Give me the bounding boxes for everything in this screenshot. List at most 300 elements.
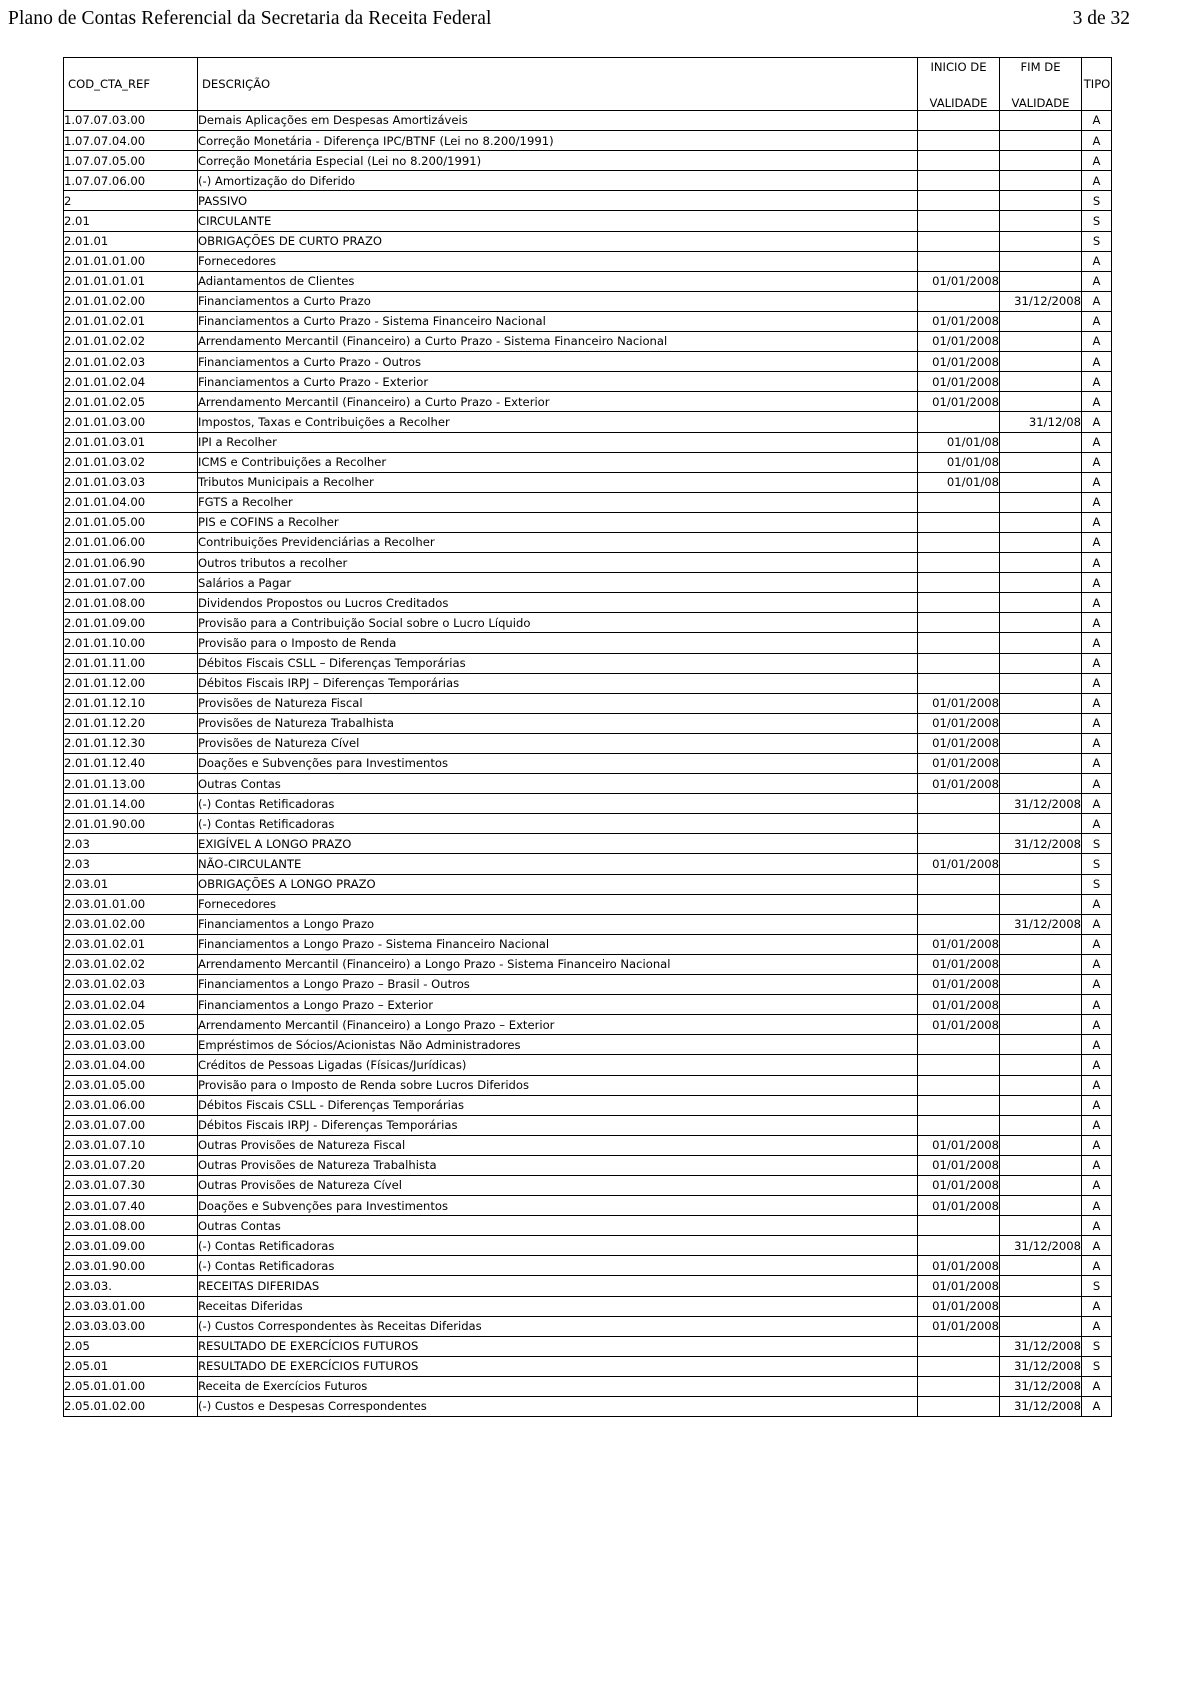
cell-fim-validade (1000, 532, 1082, 552)
cell-cod-cta-ref: 2.03.01.02.03 (64, 975, 198, 995)
cell-tipo: A (1082, 412, 1112, 432)
cell-tipo: A (1082, 693, 1112, 713)
cell-descricao: Doações e Subvenções para Investimentos (198, 1196, 918, 1216)
cell-tipo: A (1082, 271, 1112, 291)
cell-descricao: Arrendamento Mercantil (Financeiro) a Curto Prazo - Exterior (198, 392, 918, 412)
cell-tipo: A (1082, 975, 1112, 995)
cell-fim-validade (1000, 954, 1082, 974)
cell-inicio-validade (918, 633, 1000, 653)
cell-cod-cta-ref: 2.01.01.09.00 (64, 613, 198, 633)
table-row (64, 211, 1112, 231)
cell-tipo: A (1082, 713, 1112, 733)
table-row (64, 111, 1112, 131)
cell-inicio-validade: 01/01/08 (918, 432, 1000, 452)
cell-fim-validade (1000, 171, 1082, 191)
cell-cod-cta-ref: 2.01.01.02.04 (64, 372, 198, 392)
cell-cod-cta-ref: 2.01.01.02.03 (64, 352, 198, 372)
cell-tipo: A (1082, 1155, 1112, 1175)
cell-fim-validade (1000, 392, 1082, 412)
cell-inicio-validade (918, 894, 1000, 914)
chart-of-accounts-table-wrapper (63, 57, 1111, 1417)
cell-tipo: A (1082, 1376, 1112, 1396)
cell-fim-validade (1000, 1216, 1082, 1236)
table-row (64, 1115, 1112, 1135)
cell-fim-validade: 31/12/2008 (1000, 834, 1082, 854)
cell-inicio-validade (918, 1356, 1000, 1376)
cell-fim-validade: 31/12/2008 (1000, 1236, 1082, 1256)
cell-descricao: Financiamentos a Longo Prazo – Brasil - Outros (198, 975, 918, 995)
cell-descricao: (-) Contas Retificadoras (198, 1236, 918, 1256)
cell-inicio-validade (918, 1236, 1000, 1256)
cell-fim-validade (1000, 814, 1082, 834)
table-row (64, 412, 1112, 432)
cell-tipo: A (1082, 914, 1112, 934)
cell-inicio-validade (918, 653, 1000, 673)
table-row (64, 251, 1112, 271)
cell-inicio-validade: 01/01/2008 (918, 854, 1000, 874)
table-row (64, 693, 1112, 713)
cell-inicio-validade: 01/01/2008 (918, 975, 1000, 995)
cell-tipo: A (1082, 392, 1112, 412)
cell-fim-validade (1000, 1095, 1082, 1115)
cell-tipo: A (1082, 452, 1112, 472)
cell-tipo: A (1082, 934, 1112, 954)
table-row (64, 1236, 1112, 1256)
cell-inicio-validade (918, 1336, 1000, 1356)
cell-fim-validade (1000, 613, 1082, 633)
cell-cod-cta-ref: 2.05.01.01.00 (64, 1376, 198, 1396)
cell-descricao: Provisão para a Contribuição Social sobre o Lucro Líquido (198, 613, 918, 633)
table-row (64, 1397, 1112, 1417)
cell-cod-cta-ref: 2.01.01.01.00 (64, 251, 198, 271)
cell-fim-validade (1000, 975, 1082, 995)
table-row (64, 311, 1112, 331)
cell-inicio-validade (918, 291, 1000, 311)
cell-cod-cta-ref: 2.01.01.90.00 (64, 814, 198, 834)
cell-tipo: A (1082, 1296, 1112, 1316)
cell-inicio-validade: 01/01/2008 (918, 311, 1000, 331)
cell-tipo: A (1082, 1256, 1112, 1276)
cell-inicio-validade: 01/01/2008 (918, 713, 1000, 733)
cell-descricao: Salários a Pagar (198, 573, 918, 593)
cell-descricao: Provisão para o Imposto de Renda (198, 633, 918, 653)
column-header-descricao (198, 58, 918, 111)
cell-tipo: S (1082, 211, 1112, 231)
cell-descricao: Correção Monetária Especial (Lei no 8.200/1991) (198, 151, 918, 171)
cell-cod-cta-ref: 2.03.01.04.00 (64, 1055, 198, 1075)
cell-cod-cta-ref: 2.03.01.02.05 (64, 1015, 198, 1035)
cell-tipo: A (1082, 814, 1112, 834)
cell-descricao: Provisões de Natureza Trabalhista (198, 713, 918, 733)
column-header-cod (64, 58, 198, 111)
table-row (64, 914, 1112, 934)
cell-cod-cta-ref: 2.03.03.01.00 (64, 1296, 198, 1316)
cell-inicio-validade: 01/01/2008 (918, 332, 1000, 352)
cell-tipo: A (1082, 472, 1112, 492)
cell-descricao: Financiamentos a Longo Prazo - Sistema Financeiro Nacional (198, 934, 918, 954)
table-row (64, 332, 1112, 352)
cell-descricao: Receitas Diferidas (198, 1296, 918, 1316)
cell-descricao: Fornecedores (198, 894, 918, 914)
cell-descricao: (-) Amortização do Diferido (198, 171, 918, 191)
cell-cod-cta-ref: 2.01.01.12.00 (64, 673, 198, 693)
cell-inicio-validade: 01/01/08 (918, 452, 1000, 472)
cell-fim-validade (1000, 1256, 1082, 1276)
table-row (64, 774, 1112, 794)
cell-inicio-validade (918, 874, 1000, 894)
column-header-descricao-label: DESCRIÇÃO (202, 76, 271, 91)
cell-inicio-validade (918, 834, 1000, 854)
cell-inicio-validade: 01/01/2008 (918, 1196, 1000, 1216)
chart-of-accounts-table (63, 57, 1112, 1417)
table-row (64, 131, 1112, 151)
cell-inicio-validade (918, 131, 1000, 151)
cell-fim-validade (1000, 151, 1082, 171)
cell-cod-cta-ref: 2.01.01.12.20 (64, 713, 198, 733)
cell-cod-cta-ref: 2.03 (64, 854, 198, 874)
cell-descricao: (-) Custos Correspondentes às Receitas Diferidas (198, 1316, 918, 1336)
cell-descricao: Arrendamento Mercantil (Financeiro) a Longo Prazo - Sistema Financeiro Nacional (198, 954, 918, 974)
cell-tipo: A (1082, 171, 1112, 191)
cell-cod-cta-ref: 2.05.01.02.00 (64, 1397, 198, 1417)
cell-cod-cta-ref: 2.03.01.06.00 (64, 1095, 198, 1115)
cell-descricao: Financiamentos a Curto Prazo - Exterior (198, 372, 918, 392)
table-row (64, 673, 1112, 693)
cell-cod-cta-ref: 2.01.01.10.00 (64, 633, 198, 653)
cell-cod-cta-ref: 2.01.01.06.00 (64, 532, 198, 552)
cell-fim-validade (1000, 1075, 1082, 1095)
cell-tipo: A (1082, 1075, 1112, 1095)
cell-descricao: Fornecedores (198, 251, 918, 271)
cell-inicio-validade: 01/01/08 (918, 472, 1000, 492)
cell-tipo: S (1082, 834, 1112, 854)
table-row (64, 1356, 1112, 1376)
cell-cod-cta-ref: 2.01 (64, 211, 198, 231)
page-header (8, 8, 1182, 34)
column-header-fim-validade (1000, 58, 1082, 111)
cell-fim-validade (1000, 774, 1082, 794)
cell-descricao: Arrendamento Mercantil (Financeiro) a Longo Prazo – Exterior (198, 1015, 918, 1035)
cell-fim-validade (1000, 271, 1082, 291)
column-header-tipo (1082, 58, 1112, 111)
cell-descricao: Outros tributos a recolher (198, 553, 918, 573)
cell-tipo: A (1082, 1135, 1112, 1155)
table-row (64, 1336, 1112, 1356)
cell-cod-cta-ref: 2.03.01.07.10 (64, 1135, 198, 1155)
cell-fim-validade (1000, 1035, 1082, 1055)
cell-inicio-validade (918, 251, 1000, 271)
cell-descricao: RESULTADO DE EXERCÍCIOS FUTUROS (198, 1336, 918, 1356)
cell-fim-validade (1000, 1316, 1082, 1336)
cell-inicio-validade: 01/01/2008 (918, 733, 1000, 753)
cell-cod-cta-ref: 2.01.01.12.40 (64, 754, 198, 774)
cell-fim-validade (1000, 934, 1082, 954)
table-row (64, 392, 1112, 412)
table-row (64, 352, 1112, 372)
cell-inicio-validade: 01/01/2008 (918, 1175, 1000, 1195)
cell-tipo: A (1082, 291, 1112, 311)
table-row (64, 894, 1112, 914)
cell-descricao: Outras Provisões de Natureza Fiscal (198, 1135, 918, 1155)
cell-tipo: S (1082, 874, 1112, 894)
cell-descricao: Receita de Exercícios Futuros (198, 1376, 918, 1396)
cell-inicio-validade: 01/01/2008 (918, 392, 1000, 412)
table-row (64, 1075, 1112, 1095)
cell-cod-cta-ref: 2.03.01.02.00 (64, 914, 198, 934)
cell-tipo: A (1082, 1175, 1112, 1195)
cell-fim-validade (1000, 1135, 1082, 1155)
cell-fim-validade: 31/12/08 (1000, 412, 1082, 432)
cell-inicio-validade (918, 573, 1000, 593)
cell-fim-validade (1000, 1196, 1082, 1216)
cell-tipo: A (1082, 1316, 1112, 1336)
cell-inicio-validade (918, 794, 1000, 814)
cell-descricao: Débitos Fiscais CSLL - Diferenças Temporárias (198, 1095, 918, 1115)
cell-inicio-validade (918, 613, 1000, 633)
cell-descricao: Empréstimos de Sócios/Acionistas Não Administradores (198, 1035, 918, 1055)
cell-descricao: Débitos Fiscais CSLL – Diferenças Temporárias (198, 653, 918, 673)
cell-inicio-validade: 01/01/2008 (918, 693, 1000, 713)
cell-fim-validade (1000, 211, 1082, 231)
cell-fim-validade: 31/12/2008 (1000, 794, 1082, 814)
cell-inicio-validade (918, 914, 1000, 934)
cell-cod-cta-ref: 2.03.01.02.02 (64, 954, 198, 974)
cell-cod-cta-ref: 2.01.01.08.00 (64, 593, 198, 613)
cell-tipo: A (1082, 1095, 1112, 1115)
cell-fim-validade (1000, 593, 1082, 613)
cell-inicio-validade (918, 151, 1000, 171)
cell-cod-cta-ref: 2 (64, 191, 198, 211)
cell-cod-cta-ref: 2.03.01.08.00 (64, 1216, 198, 1236)
table-row (64, 171, 1112, 191)
cell-cod-cta-ref: 2.03.01 (64, 874, 198, 894)
table-row (64, 553, 1112, 573)
table-row (64, 934, 1112, 954)
cell-descricao: IPI a Recolher (198, 432, 918, 452)
cell-descricao: Financiamentos a Curto Prazo - Outros (198, 352, 918, 372)
cell-cod-cta-ref: 2.03.01.09.00 (64, 1236, 198, 1256)
cell-inicio-validade: 01/01/2008 (918, 754, 1000, 774)
cell-cod-cta-ref: 2.03.01.90.00 (64, 1256, 198, 1276)
cell-fim-validade: 31/12/2008 (1000, 1356, 1082, 1376)
column-header-cod-label: COD_CTA_REF (68, 76, 150, 91)
column-header-fim-line1: FIM DE (1020, 60, 1061, 74)
cell-cod-cta-ref: 2.01.01.03.03 (64, 472, 198, 492)
cell-fim-validade (1000, 1015, 1082, 1035)
cell-fim-validade (1000, 472, 1082, 492)
page-number: 3 de 32 (1072, 8, 1130, 29)
cell-descricao: (-) Custos e Despesas Correspondentes (198, 1397, 918, 1417)
table-row (64, 1216, 1112, 1236)
cell-descricao: PIS e COFINS a Recolher (198, 512, 918, 532)
table-row (64, 1155, 1112, 1175)
cell-inicio-validade: 01/01/2008 (918, 1276, 1000, 1296)
cell-cod-cta-ref: 2.01.01.01.01 (64, 271, 198, 291)
table-row (64, 854, 1112, 874)
cell-tipo: S (1082, 191, 1112, 211)
cell-cod-cta-ref: 2.05.01 (64, 1356, 198, 1376)
cell-inicio-validade (918, 532, 1000, 552)
cell-fim-validade (1000, 1175, 1082, 1195)
cell-cod-cta-ref: 2.03.01.07.20 (64, 1155, 198, 1175)
cell-tipo: A (1082, 633, 1112, 653)
cell-tipo: A (1082, 954, 1112, 974)
cell-fim-validade (1000, 332, 1082, 352)
table-row (64, 291, 1112, 311)
table-row (64, 512, 1112, 532)
cell-tipo: A (1082, 1236, 1112, 1256)
cell-inicio-validade: 01/01/2008 (918, 372, 1000, 392)
cell-inicio-validade: 01/01/2008 (918, 934, 1000, 954)
cell-fim-validade (1000, 995, 1082, 1015)
cell-descricao: Adiantamentos de Clientes (198, 271, 918, 291)
cell-inicio-validade: 01/01/2008 (918, 271, 1000, 291)
cell-cod-cta-ref: 2.01.01.02.00 (64, 291, 198, 311)
table-row (64, 633, 1112, 653)
cell-fim-validade (1000, 1276, 1082, 1296)
cell-tipo: A (1082, 151, 1112, 171)
cell-tipo: A (1082, 512, 1112, 532)
cell-tipo: S (1082, 1336, 1112, 1356)
cell-descricao: Financiamentos a Curto Prazo - Sistema Financeiro Nacional (198, 311, 918, 331)
table-row (64, 754, 1112, 774)
cell-cod-cta-ref: 2.05 (64, 1336, 198, 1356)
cell-inicio-validade (918, 1397, 1000, 1417)
table-row (64, 231, 1112, 251)
cell-cod-cta-ref: 2.01.01.03.01 (64, 432, 198, 452)
cell-tipo: A (1082, 1115, 1112, 1135)
cell-fim-validade (1000, 512, 1082, 532)
cell-inicio-validade: 01/01/2008 (918, 1155, 1000, 1175)
cell-tipo: S (1082, 231, 1112, 251)
column-header-inicio-line2: VALIDADE (929, 95, 988, 110)
cell-descricao: Créditos de Pessoas Ligadas (Físicas/Jurídicas) (198, 1055, 918, 1075)
table-row (64, 593, 1112, 613)
table-row (64, 814, 1112, 834)
table-row (64, 532, 1112, 552)
cell-cod-cta-ref: 2.03.01.07.30 (64, 1175, 198, 1195)
table-row (64, 1196, 1112, 1216)
table-row (64, 573, 1112, 593)
cell-inicio-validade: 01/01/2008 (918, 995, 1000, 1015)
column-header-inicio-line1: INICIO DE (930, 60, 987, 74)
cell-cod-cta-ref: 1.07.07.06.00 (64, 171, 198, 191)
cell-cod-cta-ref: 2.03.01.03.00 (64, 1035, 198, 1055)
cell-fim-validade (1000, 1155, 1082, 1175)
table-row (64, 1135, 1112, 1155)
cell-inicio-validade (918, 1075, 1000, 1095)
cell-cod-cta-ref: 2.01.01.03.02 (64, 452, 198, 472)
cell-fim-validade (1000, 231, 1082, 251)
cell-fim-validade: 31/12/2008 (1000, 291, 1082, 311)
table-row (64, 1035, 1112, 1055)
cell-inicio-validade (918, 191, 1000, 211)
cell-inicio-validade: 01/01/2008 (918, 1256, 1000, 1276)
cell-tipo: A (1082, 1055, 1112, 1075)
cell-fim-validade (1000, 131, 1082, 151)
cell-descricao: ICMS e Contribuições a Recolher (198, 452, 918, 472)
cell-descricao: Doações e Subvenções para Investimentos (198, 754, 918, 774)
cell-tipo: A (1082, 352, 1112, 372)
cell-inicio-validade (918, 1115, 1000, 1135)
cell-inicio-validade: 01/01/2008 (918, 1135, 1000, 1155)
cell-fim-validade (1000, 432, 1082, 452)
cell-descricao: Outras Contas (198, 1216, 918, 1236)
cell-inicio-validade (918, 512, 1000, 532)
cell-inicio-validade: 01/01/2008 (918, 954, 1000, 974)
cell-tipo: A (1082, 1196, 1112, 1216)
cell-fim-validade: 31/12/2008 (1000, 1376, 1082, 1396)
cell-inicio-validade: 01/01/2008 (918, 1296, 1000, 1316)
cell-inicio-validade (918, 412, 1000, 432)
table-row (64, 1175, 1112, 1195)
cell-fim-validade (1000, 352, 1082, 372)
cell-inicio-validade: 01/01/2008 (918, 1015, 1000, 1035)
table-row (64, 1296, 1112, 1316)
cell-inicio-validade (918, 814, 1000, 834)
cell-cod-cta-ref: 2.01.01.02.05 (64, 392, 198, 412)
cell-fim-validade (1000, 372, 1082, 392)
cell-inicio-validade: 01/01/2008 (918, 1316, 1000, 1336)
cell-descricao: Demais Aplicações em Despesas Amortizáveis (198, 111, 918, 131)
cell-descricao: Financiamentos a Longo Prazo (198, 914, 918, 934)
table-header-row (64, 58, 1112, 111)
cell-descricao: Débitos Fiscais IRPJ – Diferenças Temporárias (198, 673, 918, 693)
cell-tipo: A (1082, 573, 1112, 593)
cell-inicio-validade (918, 1376, 1000, 1396)
column-header-tipo-label: TIPO (1083, 77, 1111, 91)
cell-inicio-validade (918, 111, 1000, 131)
table-row (64, 372, 1112, 392)
table-row (64, 472, 1112, 492)
cell-tipo: A (1082, 332, 1112, 352)
cell-descricao: Provisão para o Imposto de Renda sobre Lucros Diferidos (198, 1075, 918, 1095)
cell-cod-cta-ref: 2.01.01.04.00 (64, 492, 198, 512)
cell-tipo: A (1082, 432, 1112, 452)
cell-cod-cta-ref: 2.01.01.03.00 (64, 412, 198, 432)
cell-descricao: Financiamentos a Curto Prazo (198, 291, 918, 311)
cell-tipo: A (1082, 894, 1112, 914)
cell-fim-validade (1000, 251, 1082, 271)
cell-tipo: A (1082, 1015, 1112, 1035)
cell-fim-validade: 31/12/2008 (1000, 1397, 1082, 1417)
cell-descricao: Tributos Municipais a Recolher (198, 472, 918, 492)
table-row (64, 432, 1112, 452)
table-body (64, 111, 1112, 1417)
cell-tipo: A (1082, 532, 1112, 552)
cell-tipo: A (1082, 1397, 1112, 1417)
cell-cod-cta-ref: 2.01.01.13.00 (64, 774, 198, 794)
table-row (64, 1316, 1112, 1336)
cell-fim-validade (1000, 874, 1082, 894)
cell-fim-validade: 31/12/2008 (1000, 914, 1082, 934)
cell-fim-validade (1000, 492, 1082, 512)
table-row (64, 1015, 1112, 1035)
cell-descricao: RECEITAS DIFERIDAS (198, 1276, 918, 1296)
cell-inicio-validade (918, 231, 1000, 251)
table-row (64, 613, 1112, 633)
cell-descricao: Outras Contas (198, 774, 918, 794)
cell-cod-cta-ref: 2.03.03.03.00 (64, 1316, 198, 1336)
cell-descricao: EXIGÍVEL A LONGO PRAZO (198, 834, 918, 854)
cell-tipo: A (1082, 613, 1112, 633)
table-row (64, 1376, 1112, 1396)
cell-descricao: OBRIGAÇÕES A LONGO PRAZO (198, 874, 918, 894)
cell-fim-validade: 31/12/2008 (1000, 1336, 1082, 1356)
cell-fim-validade (1000, 693, 1082, 713)
cell-fim-validade (1000, 733, 1082, 753)
cell-descricao: Provisões de Natureza Fiscal (198, 693, 918, 713)
